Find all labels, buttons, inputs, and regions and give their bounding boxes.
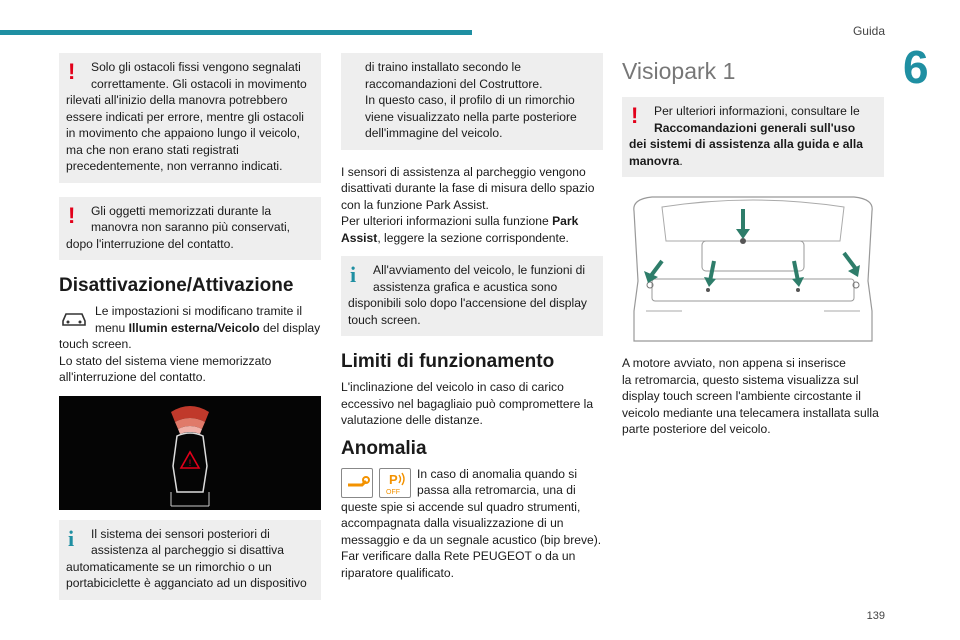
column-1: [59, 53, 321, 614]
wrench-icon: [341, 468, 373, 498]
warning-box: ! Solo gli ostacoli fissi vengono segnalati correttamente. Gli ostacoli in movimento rilevati all'inizio della manovra potrebbero essere indicati per errore, mentre gli ostacoli in movimento che appaiono lungo il veicolo, ma che non erano stati registrati precedentemente, non verranno indicati.: [59, 53, 321, 183]
page-title: Visiopark 1: [622, 58, 736, 84]
column-3: [622, 53, 884, 438]
visiopark-description: A motore avviato, non appena si inserisce la retromarcia, questo sistema visualizza sul display touch screen l'ambiente circostante il veicolo mediante una telecamera installata sulla parte posteriore del veicolo.: [622, 356, 879, 436]
limits-paragraph: L'inclinazione del veicolo in caso di carico eccessivo nel bagagliaio può compromettere la valutazione delle distanze.: [341, 380, 594, 427]
info-box: i All'avviamento del veicolo, le funzioni di assistenza grafica e acustica sono disponibili solo dopo l'accensione del display touch screen.: [341, 256, 603, 336]
info-icon: i: [68, 525, 75, 551]
section-title: Guida: [852, 24, 885, 38]
info-box: i Il sistema dei sensori posteriori di assistenza al parcheggio si disattiva automaticamente se un rimorchio o un portabiciclette è agganciato ad un dispositivo: [59, 520, 321, 600]
warning-box: ! Per ulteriori informazioni, consultare le Raccomandazioni generali sull'uso dei sistemi di assistenza alla guida e alla manovra.: [622, 97, 884, 177]
column-2: [341, 53, 603, 581]
chapter-number: 6: [903, 41, 929, 93]
warning-box: ! Gli oggetti memorizzati durante la manovra non saranno più conservati, dopo l'interruzione del contatto.: [59, 197, 321, 261]
svg-text:!: !: [188, 457, 192, 468]
park-sensor-off-icon: [379, 468, 411, 498]
car-settings-icon: [59, 305, 89, 331]
rear-vehicle-camera-image: [622, 191, 884, 351]
svg-text:P: P: [389, 471, 398, 487]
svg-text:OFF: OFF: [386, 488, 400, 496]
warning-icon: !: [68, 59, 76, 84]
park-assist-paragraph: I sensori di assistenza al parcheggio vengono disattivati durante la fase di misura dello spazio con la funzione Park Assist. Per ulteriori informazioni sulla funzione Park Assist, leggere la sezione corrispondente.: [341, 164, 595, 245]
heading-limits: Limiti di funzionamento: [341, 351, 555, 372]
heading-anomaly: Anomalia: [341, 437, 427, 459]
header-accent-bar: [0, 30, 472, 35]
info-icon: i: [350, 262, 357, 287]
heading-deactivation: Disattivazione/Attivazione: [59, 275, 294, 296]
warning-icon: !: [631, 103, 639, 128]
settings-paragraph: Le impostazioni si modificano tramite il menu Illumin esterna/Veicolo del display touch screen. Lo stato del sistema viene memorizzato all'interruzione del contatto.: [59, 304, 321, 384]
parking-sensor-display-image: [59, 396, 321, 510]
warning-icon: !: [68, 202, 76, 228]
page-number: 139: [866, 610, 885, 622]
anomaly-paragraph: P OFF In caso di anomalia quando si passa alla retromarcia, una di queste spie si accende sul quadro strumenti, accompagnata dalla visualizzazione di un messaggio e da un segnale acustico (bip breve). Far verificare dalla Rete PEUGEOT o da un riparatore qualificato.: [341, 466, 602, 580]
info-box-continued: di traino installato secondo le raccomandazioni del Costruttore. In questo caso, il profilo di un rimorchio viene visualizzato nella parte posteriore dell'immagine del veicolo.: [341, 53, 603, 150]
